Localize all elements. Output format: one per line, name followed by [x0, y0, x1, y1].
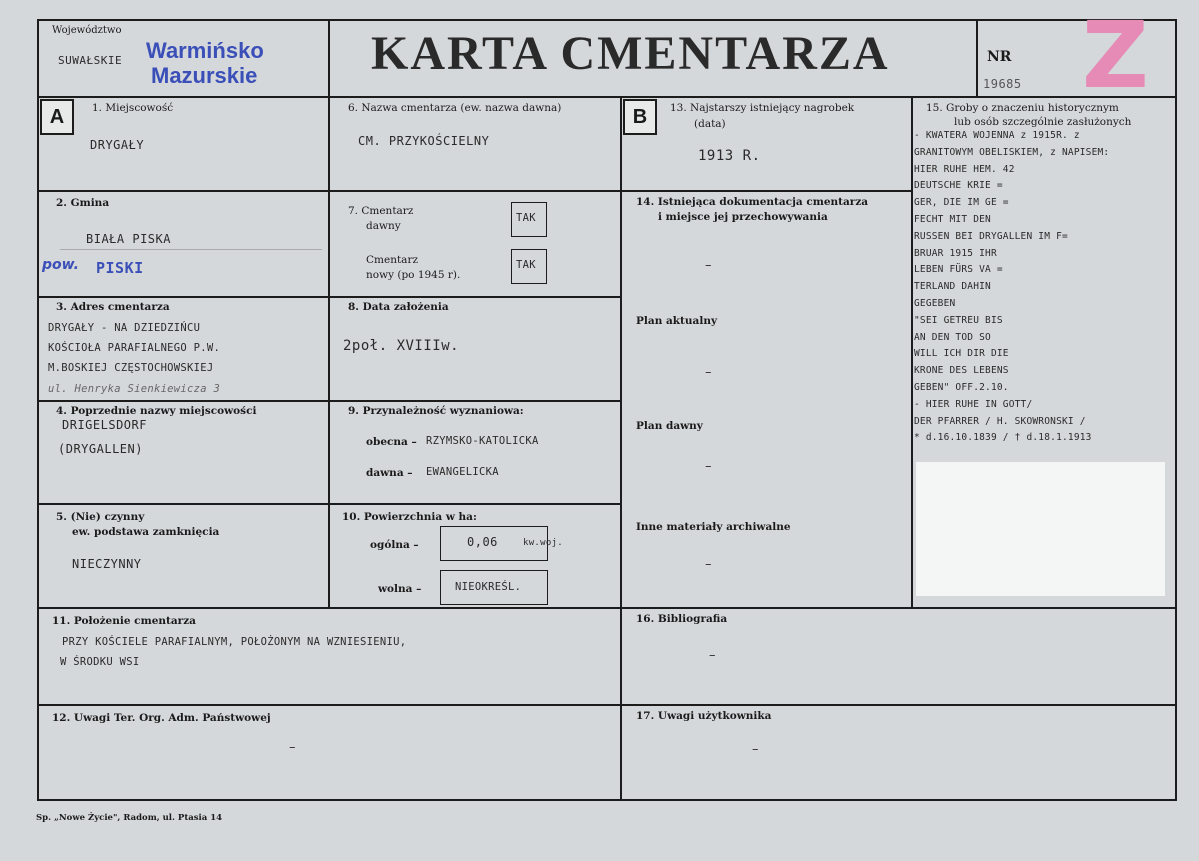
groby-line: DER PFARRER / H. SKOWRONSKI / [914, 415, 1086, 427]
dawny-value: TAK [516, 212, 536, 224]
wolna-label: wolna – [378, 583, 422, 595]
stamp-line2: Mazurskie [151, 63, 258, 88]
nowy-label-1: Cmentarz [366, 254, 418, 266]
dawny-box[interactable] [511, 202, 547, 237]
dawny-label-2: dawny [366, 220, 401, 232]
nr-label: NR [987, 49, 1012, 65]
czynny-value: NIECZYNNY [72, 557, 142, 571]
printer-imprint: Sp. „Nowe Życie", Radom, ul. Ptasia 14 [36, 813, 223, 823]
dawna-label: dawna – [366, 467, 413, 479]
miejscowosc-label: 1. Miejscowość [92, 102, 174, 114]
najstarszy-label-2: (data) [694, 118, 726, 130]
obecna-value: RZYMSKO-KATOLICKA [426, 435, 539, 447]
groby-line: WILL ICH DIR DIE [914, 348, 1009, 360]
czynny-sublabel: ew. podstawa zamknięcia [72, 526, 220, 538]
wojewodztwo-value: SUWAŁSKIE [58, 54, 123, 67]
groby-line: TERLAND DAHIN [914, 281, 991, 293]
page-title: KARTA CMENTARZA [371, 27, 890, 80]
poprzednie-label: 4. Poprzednie nazwy miejscowości [56, 405, 257, 417]
region-stamp [146, 38, 264, 88]
obecna-label: obecna – [366, 436, 417, 448]
groby-line: - KWATERA WOJENNA z 1915R. z [914, 130, 1080, 141]
ogolna-unit: kw.woj. [523, 538, 564, 548]
groby-line: GRANITOWYM OBELISKIEM, z NAPISEM: [914, 146, 1110, 158]
poprzednie-line: DRIGELSDORF [62, 418, 147, 432]
adres-line: ul. Henryka Sienkiewicza 3 [48, 383, 221, 395]
ogolna-value: 0,06 [467, 535, 498, 549]
groby-line: - HIER RUHE IN GOTT/ [914, 398, 1033, 410]
stamp-line1: Warmińsko [146, 38, 264, 63]
groby-label-1: 15. Groby o znaczeniu historycznym [926, 102, 1119, 114]
wolna-value: NIEOKREŚL. [455, 581, 522, 593]
adres-line: KOŚCIOŁA PARAFIALNEGO P.W. [48, 342, 221, 354]
groby-line: KRONE DES LEBENS [914, 365, 1009, 377]
powiat-prefix: pow. [42, 257, 79, 273]
ogolna-label: ogólna – [370, 539, 419, 551]
gmina-label: 2. Gmina [56, 197, 110, 209]
groby-label-2: lub osób szczególnie zasłużonych [954, 116, 1132, 128]
inne-label: Inne materiały archiwalne [636, 521, 791, 533]
groby-line: LEBEN FÜRS VA = [914, 264, 1003, 276]
dawny-label-1: 7. Cmentarz [348, 205, 414, 217]
uwagi-uzyt-value: – [752, 742, 759, 757]
groby-line: "SEI GETREU BIS [914, 314, 1003, 326]
section-a-letter: A [40, 99, 74, 135]
plan-aktualny-label: Plan aktualny [636, 315, 718, 327]
adres-label: 3. Adres cmentarza [56, 301, 170, 313]
dawna-value: EWANGELICKA [426, 466, 499, 478]
gmina-value: BIAŁA PISKA [86, 232, 171, 246]
groby-line: AN DEN TOD SO [914, 331, 991, 343]
poprzednie-line: (DRYGALLEN) [58, 442, 143, 456]
section-b-letter: B [623, 99, 657, 135]
groby-line: GER, DIE IM GE = [914, 197, 1009, 209]
nowy-label-2: nowy (po 1945 r). [366, 269, 461, 281]
przynaleznosc-label: 9. Przynależność wyznaniowa: [348, 405, 524, 417]
plan-dawny-label: Plan dawny [636, 420, 703, 432]
czynny-label: 5. (Nie) czynny [56, 511, 145, 523]
groby-line: RUSSEN BEI DRYGALLEN IM F= [914, 230, 1068, 242]
uwagi-uzyt-label: 17. Uwagi użytkownika [636, 710, 772, 722]
dokumentacja-label-1: 14. Istniejąca dokumentacja cmentarza [636, 196, 869, 208]
polozenie-line: PRZY KOŚCIELE PARAFIALNYM, POŁOŻONYM NA WZNIESIENIU, [62, 636, 407, 648]
groby-line: * d.16.10.1839 / † d.18.1.1913 [914, 432, 1092, 444]
dokumentacja-label-2: i miejsce jej przechowywania [658, 211, 828, 223]
plan-aktualny-value: – [705, 365, 712, 380]
groby-line: HIER RUHE HEM. 42 [914, 163, 1015, 175]
powierzchnia-label: 10. Powierzchnia w ha: [342, 511, 477, 523]
groby-line: FECHT MIT DEN [914, 213, 991, 225]
wojewodztwo-label: Województwo [52, 25, 122, 36]
dokumentacja-value: – [705, 258, 712, 273]
nowy-box[interactable] [511, 249, 547, 284]
plan-dawny-value: – [705, 459, 712, 474]
wolna-box[interactable] [440, 570, 548, 605]
gmina-underline [60, 249, 322, 250]
bibliografia-label: 16. Bibliografia [636, 613, 728, 625]
groby-line: DEUTSCHE KRIE = [914, 180, 1003, 192]
najstarszy-label-1: 13. Najstarszy istniejący nagrobek [670, 102, 855, 114]
nr-value: 19685 [983, 77, 1022, 91]
uwagi-ter-label: 12. Uwagi Ter. Org. Adm. Państwowej [52, 712, 271, 724]
groby-line: GEBEN" OFF.2.10. [914, 381, 1009, 393]
nowy-value: TAK [516, 259, 536, 271]
category-mark: Z [1082, 2, 1149, 109]
miejscowosc-value: DRYGAŁY [90, 138, 145, 152]
polozenie-line: W ŚRODKU WSI [60, 656, 140, 668]
adres-line: M.BOSKIEJ CZĘSTOCHOWSKIEJ [48, 362, 214, 374]
data-zal-value: 2poł. XVIIIw. [343, 338, 460, 354]
groby-lines [914, 128, 1172, 447]
groby-line: GEGEBEN [914, 297, 956, 309]
bibliografia-value: – [709, 648, 716, 663]
groby-line: BRUAR 1915 IHR [914, 247, 997, 259]
paper-patch [916, 462, 1165, 596]
inne-value: – [705, 557, 712, 572]
powiat-value: PISKI [96, 259, 144, 277]
nazwa-value: CM. PRZYKOŚCIELNY [358, 134, 490, 148]
adres-line: DRYGAŁY - NA DZIEDZIŃCU [48, 322, 201, 334]
nazwa-label: 6. Nazwa cmentarza (ew. nazwa dawna) [348, 102, 562, 114]
najstarszy-value: 1913 R. [698, 148, 761, 164]
data-zal-label: 8. Data założenia [348, 301, 449, 313]
polozenie-label: 11. Położenie cmentarza [52, 615, 196, 627]
uwagi-ter-value: – [289, 740, 296, 755]
